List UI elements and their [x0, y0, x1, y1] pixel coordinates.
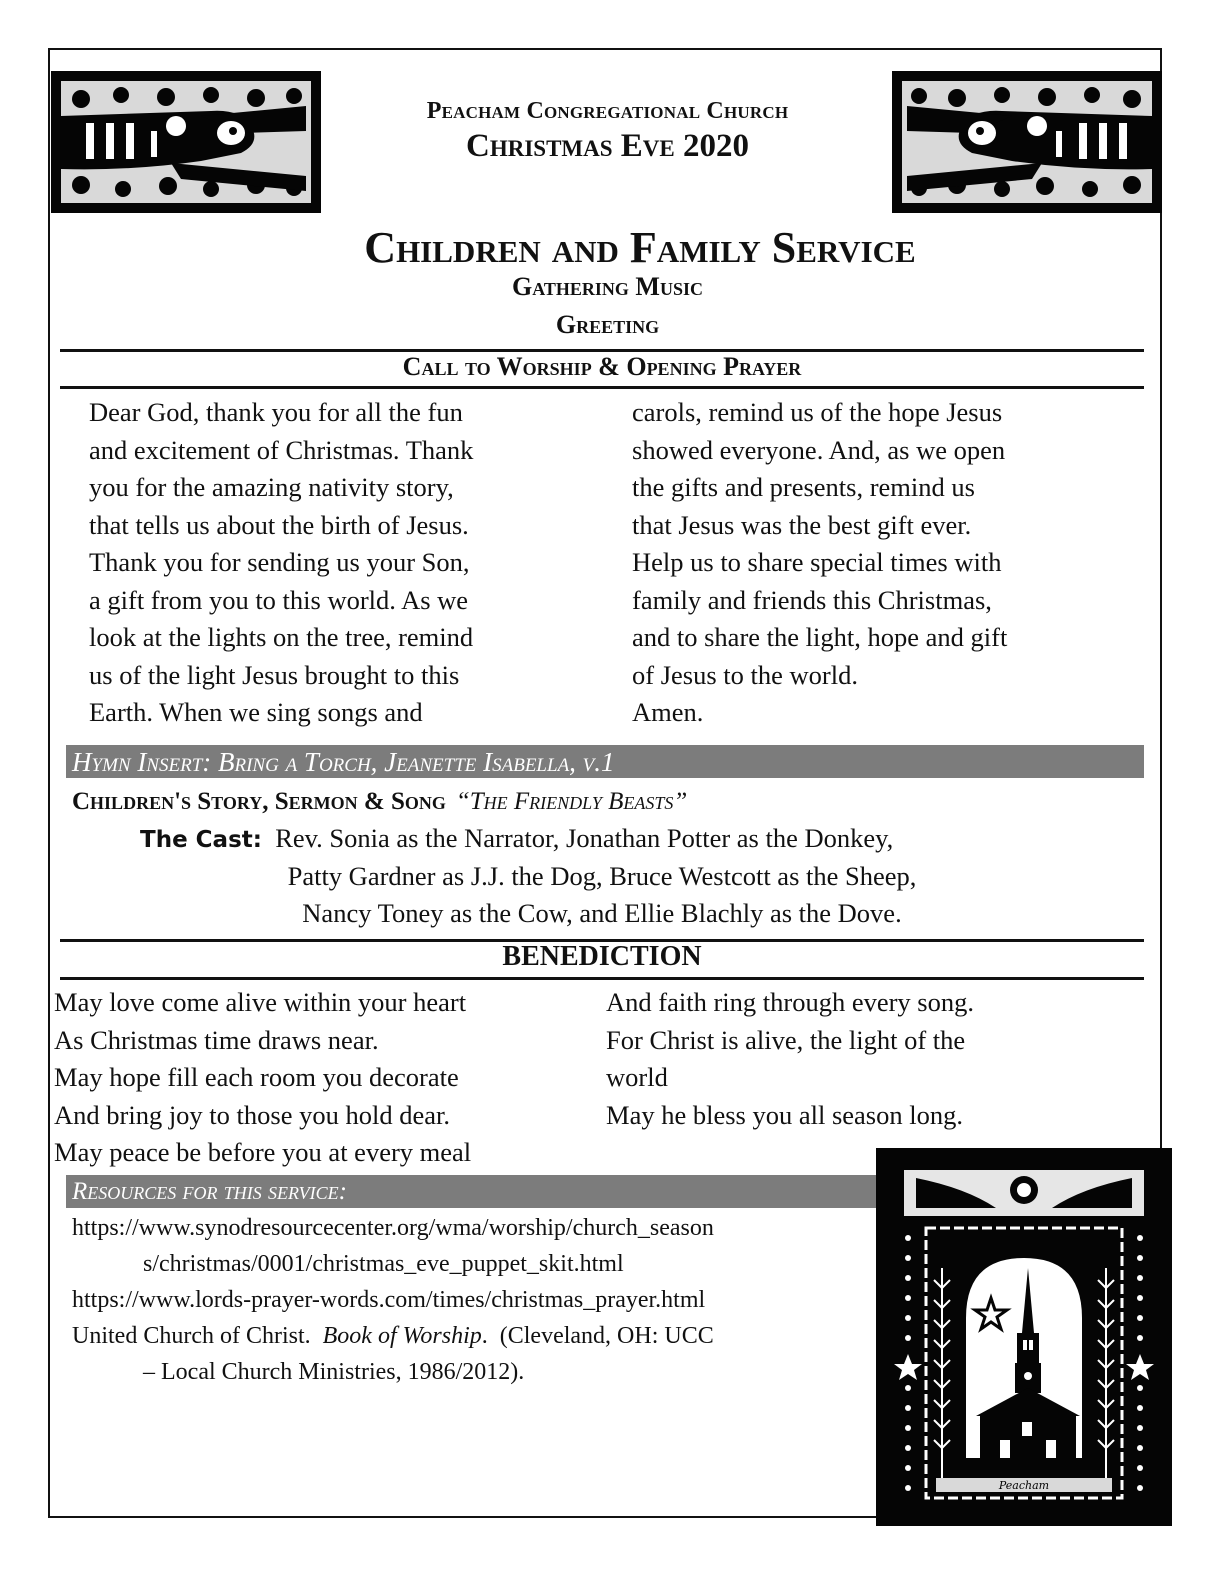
resource-link-continued[interactable]: s/christmas/0001/christmas_eve_puppet_skit.html	[143, 1251, 624, 1277]
papercut-bird-banner-right	[892, 71, 1162, 213]
prayer-line: carols, remind us of the hope Jesus	[632, 397, 1003, 427]
prayer-line: that tells us about the birth of Jesus.	[89, 509, 469, 540]
benediction-line: And bring joy to those you hold dear.	[54, 1099, 450, 1130]
prayer-line: family and friends this Christmas,	[632, 584, 992, 615]
event-title: Christmas Eve 2020	[466, 128, 749, 164]
resource-citation	[72, 1318, 714, 1354]
benediction-line: And faith ring through every song.	[606, 987, 974, 1017]
cast-line	[60, 820, 1144, 860]
cast-line: Nancy Toney as the Cow, and Ellie Blachly as the Dove.	[302, 898, 902, 928]
prayer-line: Help us to share special times with	[632, 547, 1002, 577]
prayer-column-right	[632, 394, 1007, 732]
prayer-line: Earth. When we sing songs and	[89, 697, 423, 727]
greeting-heading: Greeting	[555, 310, 660, 339]
benediction-line: May hope fill each room you decorate	[54, 1062, 459, 1092]
prayer-line: and excitement of Christmas. Thank	[89, 434, 474, 465]
gathering-music-heading: Gathering Music	[512, 272, 703, 301]
benediction-column-right	[606, 984, 974, 1134]
bird-illustration-icon	[892, 71, 1162, 213]
citation-publisher: . (Cleveland, OH: UCC	[481, 1323, 714, 1349]
call-to-worship-heading: Call to Worship & Opening Prayer	[402, 352, 802, 381]
prayer-line: showed everyone. And, as we open	[632, 434, 1006, 465]
benediction-line: For Christ is alive, the light of the	[606, 1024, 966, 1055]
cast-label: The Cast:	[140, 827, 262, 853]
cast-text: Rev. Sonia as the Narrator, Jonathan Potter as the Donkey,	[275, 823, 894, 853]
prayer-line: of Jesus to the world.	[632, 659, 858, 690]
benediction-line: May peace be before you at every meal	[54, 1137, 472, 1167]
benediction-line: As Christmas time draws near.	[54, 1024, 379, 1055]
prayer-line: look at the lights on the tree, remind	[89, 622, 474, 652]
prayer-line: Thank you for sending us your Son,	[89, 547, 470, 577]
prayer-line: Amen.	[632, 697, 704, 727]
artwork-caption: Peacham	[998, 1479, 1050, 1492]
prayer-line: you for the amazing nativity story,	[89, 472, 454, 502]
prayer-line: and to share the light, hope and gift	[632, 622, 1008, 652]
prayer-line: Dear God, thank you for all the fun	[89, 397, 463, 427]
service-title: Children and Family Service	[364, 223, 916, 272]
divider	[60, 386, 1144, 389]
cast-line: Patty Gardner as J.J. the Dog, Bruce Westcott as the Sheep,	[287, 861, 917, 891]
resource-citation-continued: – Local Church Ministries, 1986/2012).	[143, 1359, 525, 1385]
childrens-story-heading	[72, 788, 687, 816]
prayer-line: us of the light Jesus brought to this	[89, 659, 460, 690]
prayer-line: that Jesus was the best gift ever.	[632, 509, 972, 540]
resource-link[interactable]: https://www.synodresourcecenter.org/wma/worship/church_season	[72, 1215, 714, 1241]
childrens-story-title: Children's Story, Sermon & Song	[72, 788, 446, 815]
papercut-bird-banner-left	[51, 71, 321, 213]
benediction-line: May love come alive within your heart	[54, 987, 467, 1017]
church-steeple-icon	[876, 1148, 1172, 1526]
benediction-heading: BENEDICTION	[502, 941, 702, 972]
prayer-line: the gifts and presents, remind us	[632, 472, 975, 502]
resources-bar: Resources for this service:	[66, 1175, 878, 1208]
citation-title: Book of Worship	[322, 1323, 482, 1349]
benediction-column-left	[54, 984, 471, 1172]
hymn-insert-bar: Hymn Insert: Bring a Torch, Jeanette Isabella, v.1	[66, 745, 1144, 778]
prayer-column-left	[89, 394, 473, 732]
papercut-church-artwork	[876, 1148, 1172, 1526]
benediction-line: May he bless you all season long.	[606, 1099, 963, 1130]
song-title: “The Friendly Beasts”	[455, 788, 688, 815]
church-name: Peacham Congregational Church	[426, 98, 789, 124]
prayer-line: a gift from you to this world. As we	[89, 584, 469, 615]
citation-author: United Church of Christ.	[72, 1323, 323, 1349]
divider	[60, 977, 1144, 980]
benediction-line: world	[606, 1062, 668, 1092]
resource-link[interactable]: https://www.lords-prayer-words.com/times/christmas_prayer.html	[72, 1287, 706, 1313]
bird-illustration-icon	[51, 71, 321, 213]
